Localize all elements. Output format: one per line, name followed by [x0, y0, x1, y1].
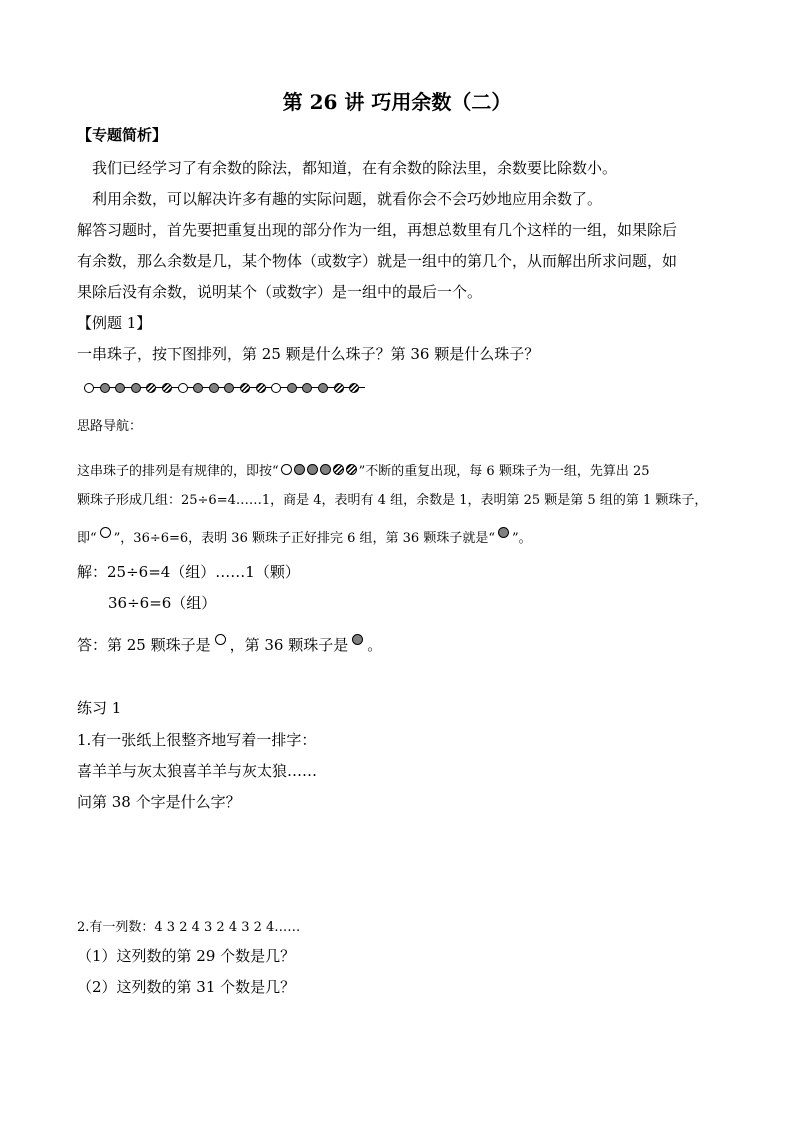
practice-q1-line-1: 1.有一张纸上很整齐地写着一排字：: [77, 731, 317, 749]
section-header: 【专题简析】: [77, 126, 168, 144]
gray-bead-icon: [498, 527, 509, 538]
striped-bead-icon: [333, 464, 344, 475]
practice-q1-line-3: 问第 38 个字是什么字？: [77, 793, 241, 811]
gray-bead-icon: [287, 383, 297, 393]
gray-bead-icon: [352, 634, 363, 645]
answer-c: 。: [367, 636, 383, 654]
guide-label: 思路导航：: [77, 419, 143, 434]
striped-bead-icon: [349, 383, 359, 393]
white-bead-icon: [100, 527, 111, 538]
guide-line-1a: 这串珠子的排列是有规律的，即按“: [77, 464, 279, 479]
intro-line-1: 我们已经学习了有余数的除法，都知道，在有余数的除法里，余数要比除数小。: [92, 159, 618, 177]
striped-bead-icon: [240, 383, 250, 393]
solution-line-2: 36÷6=6（组）: [108, 594, 217, 612]
intro-line-2: 利用余数，可以解决许多有趣的实际问题，就看你会不会巧妙地应用余数了。: [92, 190, 603, 208]
gray-bead-icon: [209, 383, 219, 393]
guide-line-1b: ”不断的重复出现，每 6 颗珠子为一组，先算出 25: [358, 464, 650, 479]
white-bead-icon: [271, 383, 281, 393]
practice-q2-line-1: 2.有一列数：4 3 2 4 3 2 4 3 2 4……: [77, 920, 301, 935]
gray-bead-icon: [318, 383, 328, 393]
guide-line-3b: ”，36÷6=6，表明 36 颗珠子正好排完 6 组，第 36 颗珠子就是“: [113, 531, 495, 546]
answer-b: ，第 36 颗珠子是: [229, 636, 349, 654]
intro-line-4: 有余数，那么余数是几，某个物体（或数字）就是一组中的第几个，从而解出所求问题，如: [77, 252, 678, 270]
white-bead-icon: [215, 634, 226, 645]
practice-header: 练习 1: [77, 699, 122, 717]
page-title: 第 26 讲 巧用余数（二）: [282, 90, 512, 114]
striped-bead-icon: [146, 383, 156, 393]
guide-line-3: [77, 527, 532, 546]
bead-group: [281, 464, 357, 475]
practice-q2-sub-1: （1）这列数的第 29 个数是几？: [77, 947, 296, 965]
practice-q2-sub-2: （2）这列数的第 31 个数是几？: [77, 978, 296, 996]
gray-bead-icon: [100, 383, 110, 393]
solution-line-1: 解：25÷6=4（组）……1（颗）: [77, 563, 300, 581]
bead-string: [84, 381, 365, 395]
example-question: 一串珠子，按下图排列，第 25 颗是什么珠子？第 36 颗是什么珠子？: [77, 345, 540, 363]
striped-bead-icon: [334, 383, 344, 393]
intro-line-3: 解答习题时，首先要把重复出现的部分作为一组，再想总数里有几个这样的一组，如果除后: [77, 221, 678, 239]
example-header: 【例题 1】: [77, 314, 152, 332]
gray-bead-icon: [307, 464, 318, 475]
practice-q1-line-2: 喜羊羊与灰太狼喜羊羊与灰太狼……: [77, 762, 318, 780]
striped-bead-icon: [256, 383, 266, 393]
striped-bead-icon: [162, 383, 172, 393]
gray-bead-icon: [294, 464, 305, 475]
answer-a: 答：第 25 颗珠子是: [77, 636, 211, 654]
gray-bead-icon: [115, 383, 125, 393]
white-bead-icon: [281, 464, 292, 475]
guide-line-2: 颗珠子形成几组：25÷6=4……1，商是 4，表明有 4 组，余数是 1，表明第 25 颗是第 5 组的第 1 颗珠子，: [77, 493, 708, 508]
gray-bead-icon: [193, 383, 203, 393]
gray-bead-icon: [320, 464, 331, 475]
guide-line-3a: 即“: [77, 531, 97, 546]
white-bead-icon: [84, 383, 94, 393]
gray-bead-icon: [302, 383, 312, 393]
guide-line-3c: ”。: [511, 531, 532, 546]
answer-line: [77, 634, 382, 655]
striped-bead-icon: [346, 464, 357, 475]
white-bead-icon: [178, 383, 188, 393]
gray-bead-icon: [131, 383, 141, 393]
intro-line-5: 果除后没有余数，说明某个（或数字）是一组中的最后一个。: [77, 283, 483, 301]
guide-line-1: [77, 460, 650, 479]
gray-bead-icon: [224, 383, 234, 393]
